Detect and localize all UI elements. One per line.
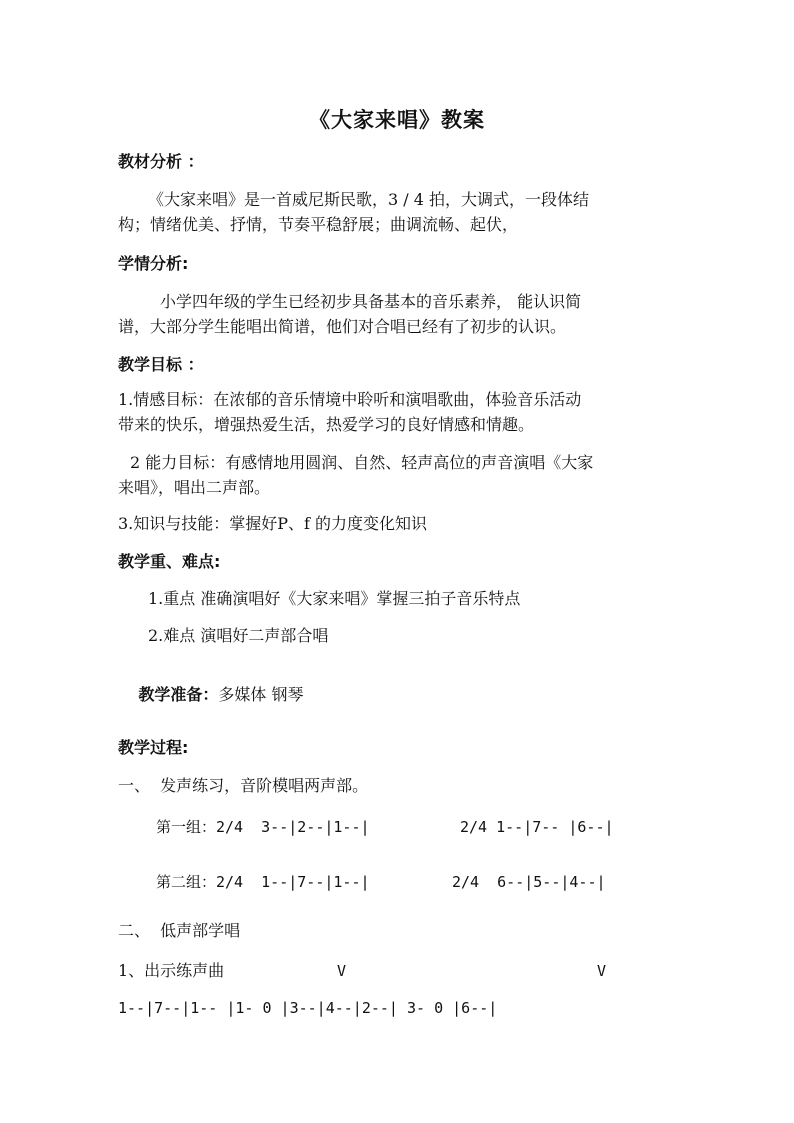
page-title: 《大家来唱》教案 [309, 108, 485, 132]
process-step-1: 一、 发声练习，音阶模唱两声部。 [118, 776, 369, 795]
goal-3: 3.知识与技能：掌握好P、f 的力度变化知识 [118, 514, 428, 533]
sub-step-1: 1、出示练声曲 [118, 961, 225, 980]
teaching-prep [118, 662, 303, 728]
textbook-analysis-heading: 教材分析 ： [118, 152, 204, 171]
exercise-group-2-part-a: 第二组：2/4 1--|7--|1--| [156, 873, 370, 891]
exercise-group-1-part-b: 2/4 1--|7-- |6--| [460, 818, 614, 836]
key-point-1: 1.重点 准确演唱好《大家来唱》掌握三拍子音乐特点 [148, 589, 521, 608]
teaching-goals-heading: 教学目标 ： [118, 355, 204, 374]
process-step-2: 二、 低声部学唱 [118, 921, 241, 940]
textbook-analysis-line-2: 构；情绪优美、抒情，节奏平稳舒展；曲调流畅、起伏， [118, 215, 519, 234]
teaching-process-heading: 教学过程: [118, 738, 189, 757]
student-analysis-line-1: 小学四年级的学生已经初步具备基本的音乐素养， 能认识简 [160, 292, 582, 311]
goal-1-line-1: 1.情感目标：在浓郁的音乐情境中聆听和演唱歌曲，体验音乐活动 [118, 390, 582, 409]
goal-2-line-2: 来唱》，唱出二声部。 [118, 478, 271, 497]
textbook-analysis-line-1: 《大家来唱》是一首威尼斯民歌，3 / 4 拍，大调式，一段体结 [148, 190, 590, 209]
student-analysis-heading: 学情分析: [118, 254, 189, 273]
key-point-2: 2.难点 演唱好二声部合唱 [148, 626, 329, 645]
breath-mark: V [337, 962, 347, 980]
breath-mark: V [597, 962, 607, 980]
exercise-group-2-part-b: 2/4 6--|5--|4--| [452, 873, 606, 891]
exercise-group-1-part-a: 第一组：2/4 3--|2--|1--| [156, 818, 370, 836]
teaching-prep-heading: 教学准备： [138, 685, 219, 704]
notation-line: 1--|7--|1-- |1- 0 |3--|4--|2--| 3- 0 |6--| [118, 999, 498, 1017]
key-points-heading: 教学重、难点: [118, 552, 221, 571]
goal-2-line-1: 2 能力目标：有感情地用圆润、自然、轻声高位的声音演唱《大家 [130, 453, 594, 472]
goal-1-line-2: 带来的快乐，增强热爱生活，热爱学习的良好情感和情趣。 [118, 415, 535, 434]
student-analysis-line-2: 谱，大部分学生能唱出简谱，他们对合唱已经有了初步的认识。 [118, 317, 567, 336]
teaching-prep-value: 多媒体 钢琴 [218, 685, 304, 704]
